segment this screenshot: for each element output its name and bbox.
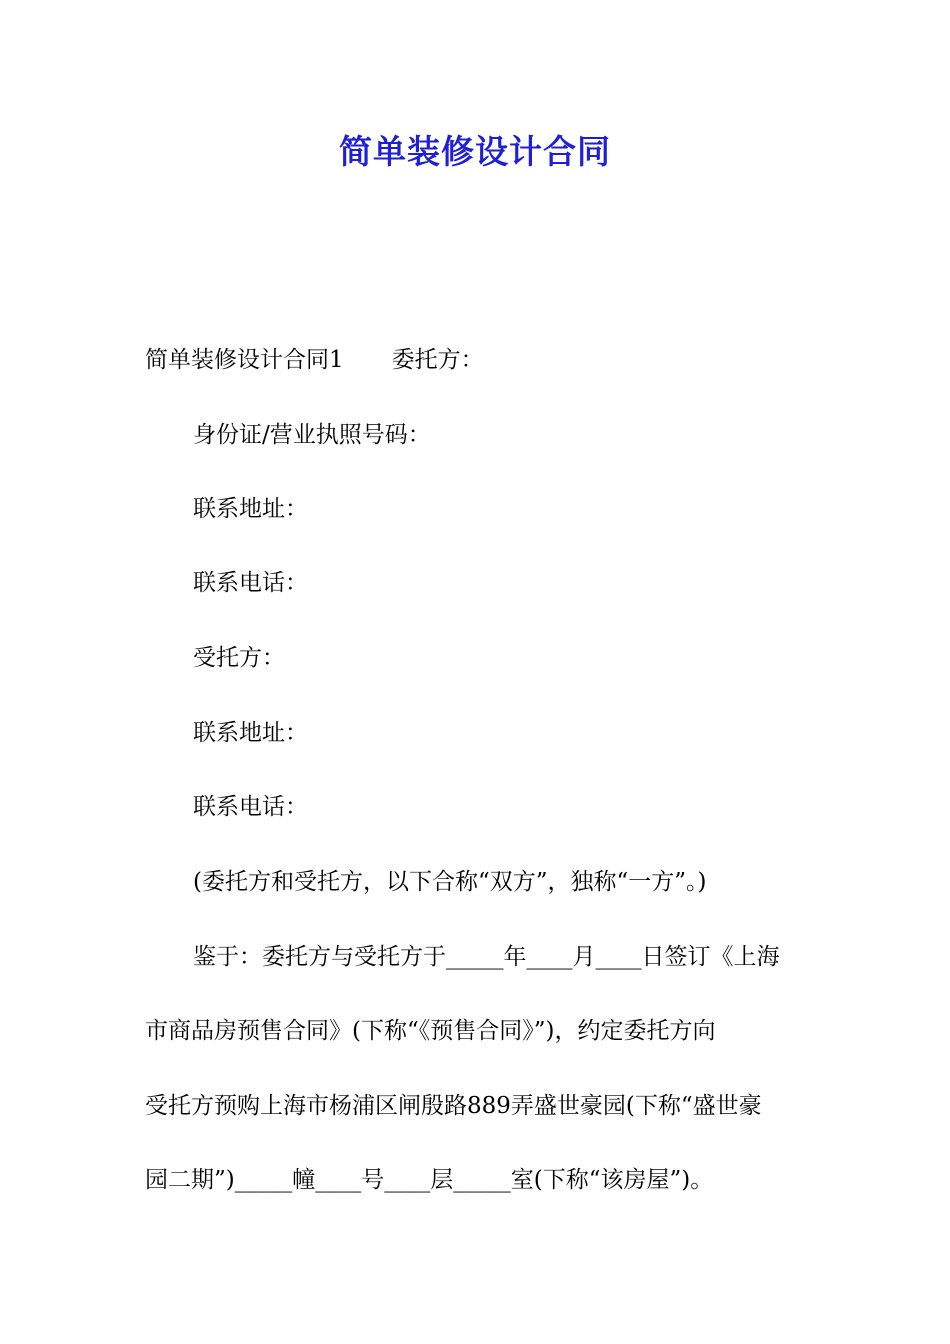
client-address-field: 联系地址： <box>193 496 308 522</box>
recital-line-3: 受托方预购上海市杨浦区闸殷路889弄盛世豪园(下称“盛世豪 <box>145 1093 762 1119</box>
recital-line-4: 园二期”)_____幢____号____层_____室(下称“该房屋”)。 <box>145 1167 714 1193</box>
recital-line-1: 鉴于：委托方与受托方于_____年____月____日签订《上海 <box>193 944 780 970</box>
contract-heading-number: 简单装修设计合同1 <box>145 347 344 373</box>
client-label: 委托方： <box>391 347 484 373</box>
client-phone-field: 联系电话： <box>193 570 308 596</box>
trustee-address-field: 联系地址： <box>193 720 308 746</box>
contract-heading-line <box>145 344 484 376</box>
parties-note: (委托方和受托方，以下合称“双方”，独称“一方”。) <box>193 869 707 895</box>
document-title: 简单装修设计合同 <box>339 132 611 171</box>
id-number-field: 身份证/营业执照号码： <box>193 422 431 448</box>
recital-line-2: 市商品房预售合同》(下称“《预售合同》”)，约定委托方向 <box>145 1018 716 1044</box>
trustee-label: 受托方： <box>193 645 285 671</box>
trustee-phone-field: 联系电话： <box>193 794 308 820</box>
